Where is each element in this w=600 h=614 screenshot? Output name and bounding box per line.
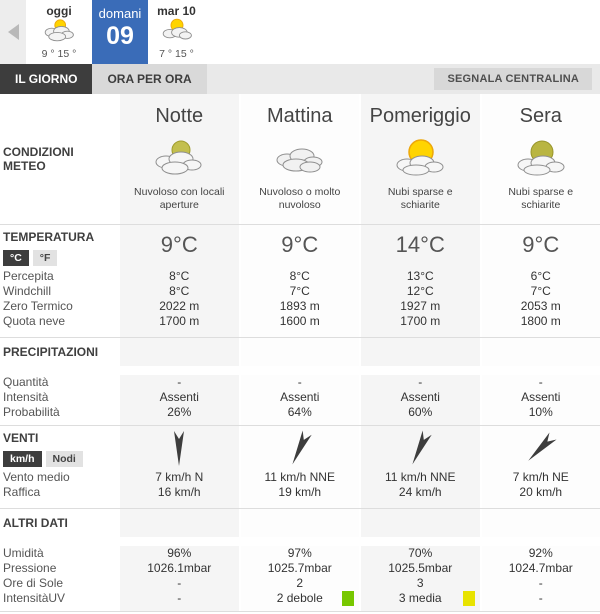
temperature-title: TEMPERATURA <box>0 225 118 246</box>
day-tab-mar-10[interactable] <box>148 0 205 64</box>
row-label: IntensitàUV <box>0 591 118 606</box>
row-label: Quantità <box>0 375 118 390</box>
row-label: Vento medio <box>0 470 118 485</box>
table-cell: Assenti <box>118 390 239 405</box>
conditions-title: CONDIZIONI METEO <box>0 132 118 186</box>
column-header-mattina: Mattina <box>239 94 360 132</box>
weather-cell <box>480 132 600 186</box>
wind-title-cell <box>0 426 118 470</box>
table-cell: 1600 m <box>239 314 360 329</box>
row-label: Raffica <box>0 485 118 500</box>
uv-cell <box>359 591 480 606</box>
table-cell: 1025.7mbar <box>239 561 360 576</box>
table-cell: 7°C <box>239 284 360 299</box>
column-header-sera: Sera <box>480 94 600 132</box>
table-cell: 1893 m <box>239 299 360 314</box>
section-precipitation <box>0 337 600 425</box>
temperature-title-cell <box>0 225 118 269</box>
table-cell: 3 <box>359 576 480 591</box>
kmh-toggle[interactable]: km/h <box>3 451 42 467</box>
table-cell: 1025.5mbar <box>359 561 480 576</box>
row-label: Quota neve <box>0 314 118 329</box>
table-cell: Assenti <box>239 390 360 405</box>
wind-arrow-ne-icon <box>529 428 553 468</box>
table-cell: 1026.1mbar <box>118 561 239 576</box>
table-cell: Assenti <box>359 390 480 405</box>
row-label: Percepita <box>0 269 118 284</box>
uv-cell <box>118 591 239 606</box>
row-label: Zero Termico <box>0 299 118 314</box>
clouds-icon <box>274 138 326 181</box>
sun-clouds-icon <box>43 18 75 47</box>
wind-arrow-n-icon <box>167 428 191 468</box>
table-cell: 6°C <box>480 269 600 284</box>
weather-cell <box>118 132 239 186</box>
view-tab-bar <box>0 64 600 94</box>
uv-badge <box>463 591 475 606</box>
table-cell: 11 km/h NNE <box>239 470 360 485</box>
table-cell: 7°C <box>480 284 600 299</box>
table-cell: 2 <box>239 576 360 591</box>
uv-value: 2 debole <box>277 591 323 605</box>
table-cell: 2022 m <box>118 299 239 314</box>
row-label: Umidità <box>0 546 118 561</box>
carousel-prev[interactable] <box>0 0 26 64</box>
knots-toggle[interactable]: Nodi <box>46 451 83 467</box>
wind-direction-cell <box>239 426 360 470</box>
wind-arrow-nne-icon <box>288 428 312 468</box>
table-cell: 24 km/h <box>359 485 480 500</box>
day-temps: 9 ° 15 ° <box>42 48 77 60</box>
day-label: oggi <box>46 4 71 18</box>
section-padding <box>0 329 118 337</box>
day-tab-domani-selected[interactable] <box>92 0 148 64</box>
table-cell: - <box>118 576 239 591</box>
table-cell: 19 km/h <box>239 485 360 500</box>
chevron-left-icon[interactable] <box>8 24 19 40</box>
table-cell: 8°C <box>118 284 239 299</box>
table-cell: - <box>239 375 360 390</box>
uv-value: - <box>539 591 543 605</box>
table-cell: 1800 m <box>480 314 600 329</box>
table-cell: Assenti <box>480 390 600 405</box>
other-data-title: ALTRI DATI <box>0 509 118 546</box>
row-label: Intensità <box>0 390 118 405</box>
table-cell: 97% <box>239 546 360 561</box>
table-cell: 1700 m <box>118 314 239 329</box>
day-label: mar 10 <box>157 4 196 18</box>
table-cell: - <box>359 375 480 390</box>
table-cell: 26% <box>118 405 239 420</box>
table-cell: - <box>480 576 600 591</box>
table-cell: - <box>118 375 239 390</box>
row-label: Probabilità <box>0 405 118 420</box>
moon-clouds-icon <box>153 138 205 181</box>
day-number: 09 <box>106 22 134 50</box>
column-header-notte: Notte <box>118 94 239 132</box>
temp-value: 9°C <box>239 225 360 269</box>
table-cell: 7 km/h N <box>118 470 239 485</box>
day-temps: 7 ° 15 ° <box>159 48 194 60</box>
row-label: Windchill <box>0 284 118 299</box>
table-cell: 92% <box>480 546 600 561</box>
table-cell: 64% <box>239 405 360 420</box>
table-cell: - <box>480 375 600 390</box>
table-cell: 16 km/h <box>118 485 239 500</box>
table-cell: 8°C <box>118 269 239 284</box>
wind-title: VENTI <box>0 426 118 447</box>
column-header-pomeriggio: Pomeriggio <box>359 94 480 132</box>
wind-arrow-nne-icon <box>408 428 432 468</box>
tab-ora-per-ora[interactable]: ORA PER ORA <box>92 64 206 94</box>
temp-value: 14°C <box>359 225 480 269</box>
wind-direction-cell <box>359 426 480 470</box>
row-spacer <box>0 186 118 224</box>
table-cell: 60% <box>359 405 480 420</box>
wind-direction-cell <box>480 426 600 470</box>
celsius-toggle[interactable]: °C <box>3 250 29 266</box>
uv-badge <box>342 591 354 606</box>
section-conditions <box>0 94 600 224</box>
uv-value: - <box>177 591 181 605</box>
uv-value: 3 media <box>399 591 442 605</box>
table-cell: 8°C <box>239 269 360 284</box>
uv-cell <box>239 591 360 606</box>
condition-description: Nuvoloso con locali aperture <box>118 186 239 224</box>
wind-direction-cell <box>118 426 239 470</box>
table-cell: 1927 m <box>359 299 480 314</box>
moon-clouds-icon <box>515 138 567 181</box>
tab-il-giorno[interactable]: IL GIORNO <box>0 64 92 94</box>
condition-description: Nuvoloso o molto nuvoloso <box>239 186 360 224</box>
sun-clouds-icon <box>394 138 446 181</box>
table-cell: 13°C <box>359 269 480 284</box>
temp-value: 9°C <box>480 225 600 269</box>
condition-description: Nubi sparse e schiarite <box>359 186 480 224</box>
carousel-filler <box>205 0 600 64</box>
sun-clouds-icon <box>161 18 193 47</box>
condition-description: Nubi sparse e schiarite <box>480 186 600 224</box>
tab-bar-spacer <box>207 64 435 94</box>
table-cell: 96% <box>118 546 239 561</box>
temp-value: 9°C <box>118 225 239 269</box>
table-cell: 20 km/h <box>480 485 600 500</box>
weather-cell <box>239 132 360 186</box>
section-other-data <box>0 508 600 611</box>
segnala-centralina-button[interactable]: SEGNALA CENTRALINA <box>434 68 592 90</box>
uv-cell <box>480 591 600 606</box>
row-label: Ore di Sole <box>0 576 118 591</box>
table-cell: 10% <box>480 405 600 420</box>
date-carousel <box>0 0 600 64</box>
table-cell: 7 km/h NE <box>480 470 600 485</box>
header-spacer <box>0 94 118 132</box>
day-tab-oggi[interactable] <box>26 0 92 64</box>
precipitation-title: PRECIPITAZIONI <box>0 338 118 375</box>
table-cell: 70% <box>359 546 480 561</box>
fahrenheit-toggle[interactable]: °F <box>33 250 58 266</box>
section-temperature <box>0 224 600 337</box>
table-cell: 1700 m <box>359 314 480 329</box>
weather-cell <box>359 132 480 186</box>
table-cell: 1024.7mbar <box>480 561 600 576</box>
table-cell: 2053 m <box>480 299 600 314</box>
day-label: domani <box>99 6 142 22</box>
table-cell: 11 km/h NNE <box>359 470 480 485</box>
section-wind <box>0 425 600 508</box>
row-label: Pressione <box>0 561 118 576</box>
table-cell: 12°C <box>359 284 480 299</box>
